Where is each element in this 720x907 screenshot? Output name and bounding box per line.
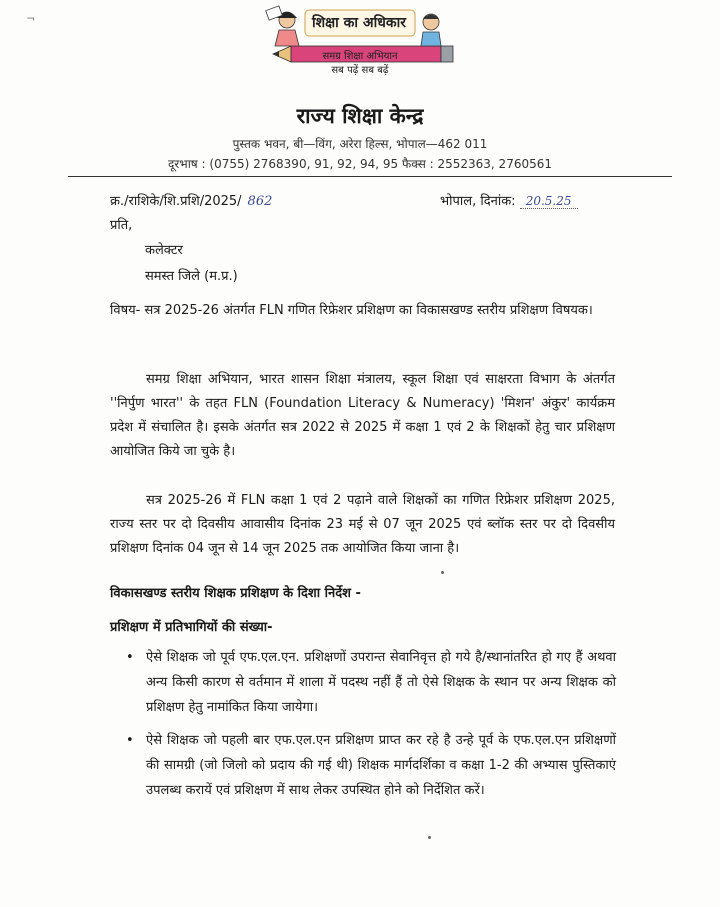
list-item-text: ऐसे शिक्षक जो पूर्व एफ.एल.एन. प्रशिक्षणों उपरान्त सेवानिवृत्त हो गये है/स्थानांतरित हो गए हैं अथवा अन्य किसी कारण से वर्तमान में शाला में पदस्थ नहीं हैं तो ऐसे शिक्षक के स्थान पर अन्य शिक्षक को प्रशिक्षण हेतु नामांकित किया जायेगा।: [146, 650, 616, 715]
place-date: [440, 191, 578, 209]
organization-phone: दूरभाष : (0755) 2768390, 91, 92, 94, 95 फैक्स : 2552363, 2760561: [167, 157, 553, 171]
recipient-district: समस्त जिले (म.प्र.): [145, 269, 238, 284]
bullet-icon: •: [126, 733, 134, 748]
header-divider: [68, 176, 672, 177]
reference-number: [110, 191, 272, 209]
scan-speck: [441, 571, 444, 574]
list-item: [126, 645, 616, 720]
section-heading-guidelines: विकासखण्ड स्तरीय शिक्षक प्रशिक्षण के दिशा निर्देश -: [110, 586, 361, 601]
organization-name: राज्य शिक्षा केन्द्र: [296, 104, 424, 128]
bullet-icon: •: [126, 650, 134, 665]
list-item: [126, 728, 616, 803]
logo-title: शिक्षा का अधिकार: [312, 15, 406, 31]
salutation-to: प्रति,: [110, 218, 133, 233]
list-item-text: ऐसे शिक्षक जो पहली बार एफ.एल.एन प्रशिक्षण प्राप्त कर रहे है उन्हे पूर्व के एफ.एल.एन प्रशिक्षणों की सामग्री (जो जिलो को प्रदाय की गई थी) शिक्षक मार्गदर्शिका व कक्षा 1-2 की अभ्यास पुस्तिकाएं उपलब्ध करायें एवं प्रशिक्षण में साथ लेकर उपस्थित होने को निर्देशित करें।: [146, 733, 616, 798]
organization-address: पुस्तक भवन, बी—विंग, अरेरा हिल्स, भोपाल—462 011: [232, 137, 488, 151]
body-paragraph-1: समग्र शिक्षा अभियान, भारत शासन शिक्षा मंत्रालय, स्कूल शिक्षा एवं साक्षरता विभाग के अंतर्गत ''निर्पुण भारत'' के तहत FLN (Foundation Literacy & Numeracy) 'मिशन' अंकुर' कार्यक्रम प्रदेश में संचालित है। इसके अंतर्गत सत्र 2022 से 2025 में कक्षा 1 एवं 2 के शिक्षकों हेतु चार प्रशिक्षण आयोजित किये जा चुके है।: [110, 372, 615, 459]
handwritten-date: 20.5.25: [520, 194, 578, 209]
logo-subtitle: समग्र शिक्षा अभियान: [322, 51, 398, 62]
scan-mark: ¬: [26, 12, 36, 25]
logo-tagline: सब पढ़ें सब बढ़ें: [331, 65, 389, 76]
place-date-label: भोपाल, दिनांक:: [440, 194, 516, 209]
letter-subject: विषय- सत्र 2025-26 अंतर्गत FLN गणित रिफ्रेशर प्रशिक्षण का विकासखण्ड स्तरीय प्रशिक्षण विषयक।: [110, 303, 593, 318]
body-paragraph-2: सत्र 2025-26 में FLN कक्षा 1 एवं 2 पढ़ाने वाले शिक्षकों का गणित रिफ्रेशर प्रशिक्षण 2025, राज्य स्तर पर दो दिवसीय आवासीय दिनांक 23 मई से 07 जून 2025 एवं ब्लॉक स्तर पर दो दिवसीय प्रशिक्षण दिनांक 04 जून से 14 जून 2025 तक आयोजित किया जाना है।: [110, 493, 615, 556]
reference-prefix: क्र./राशिके/शि.प्रशि/2025/: [110, 194, 242, 209]
scan-speck: [428, 836, 431, 839]
guideline-list: [126, 645, 616, 811]
reference-handwritten-number: 862: [247, 194, 273, 209]
section-heading-participants: प्रशिक्षण में प्रतिभागियों की संख्या-: [110, 620, 273, 635]
recipient-title: कलेक्टर: [145, 243, 183, 258]
